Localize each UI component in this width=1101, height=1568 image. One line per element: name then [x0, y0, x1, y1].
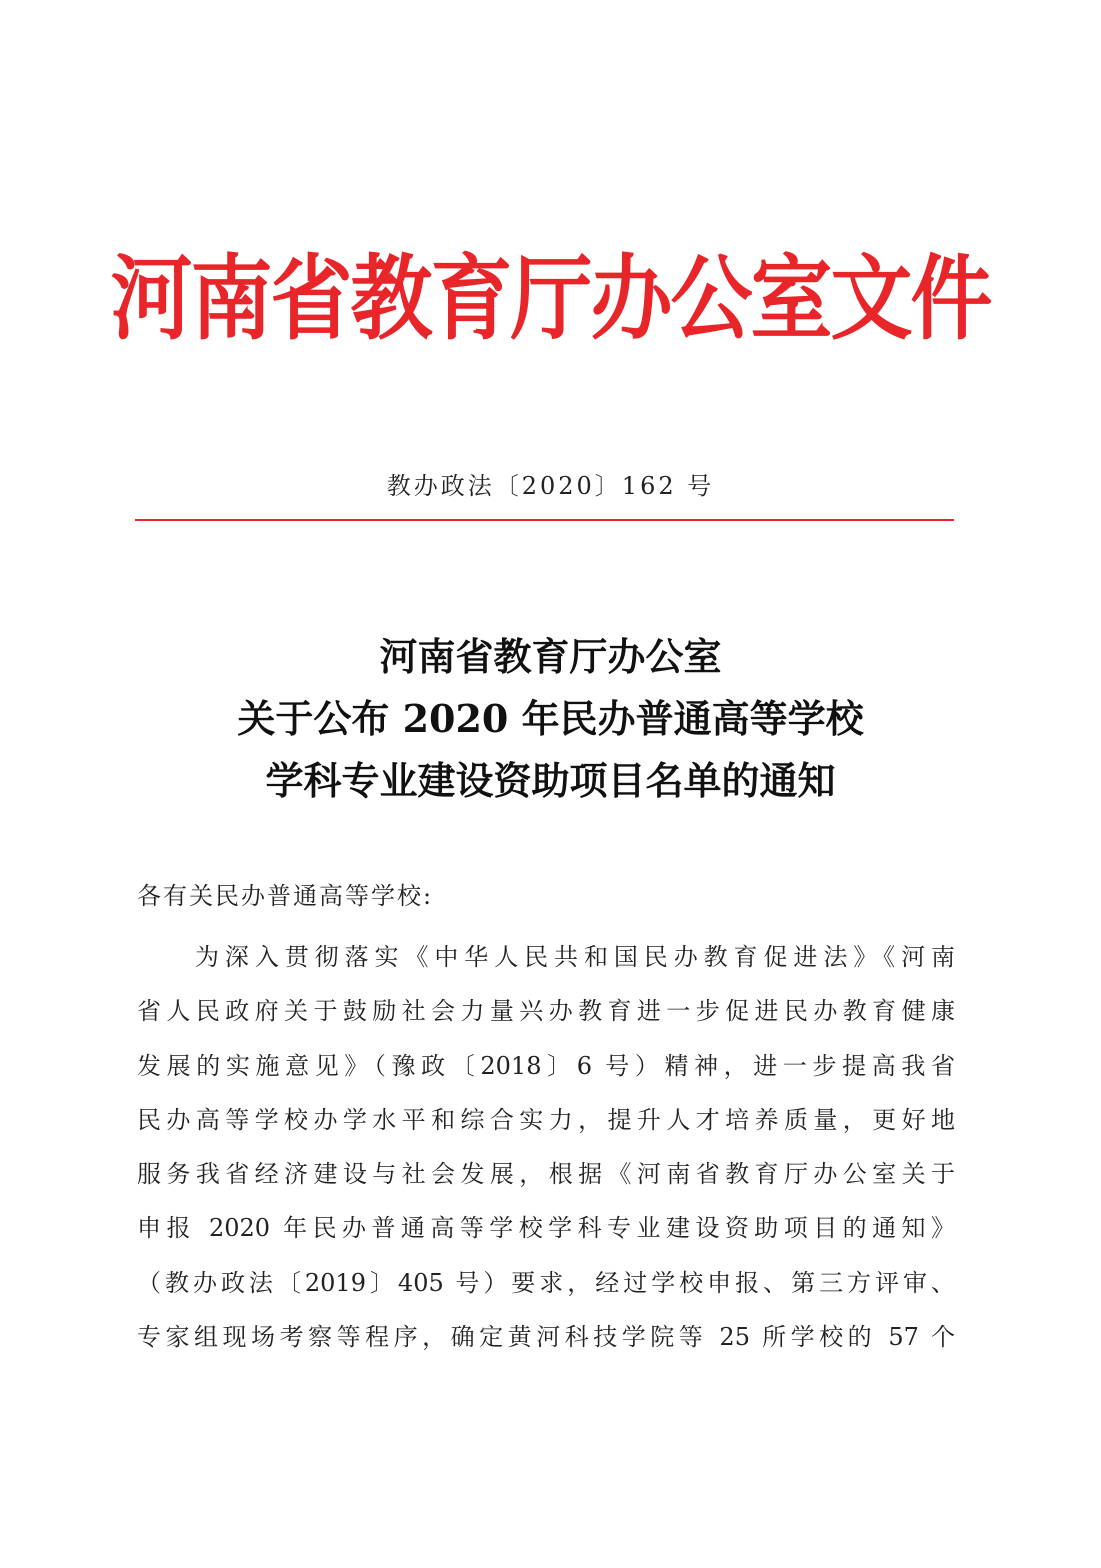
- body-line: （教办政法〔2019〕405 号）要求，经过学校申报、第三方评审、: [137, 1268, 955, 1297]
- title-line-1: 河南省教育厅办公室: [379, 634, 722, 679]
- body-line: 为深入贯彻落实《中华人民共和国民办教育促进法》《河南: [195, 943, 955, 971]
- salutation: 各有关民办普通高等学校:: [137, 882, 434, 910]
- body-line: 申报 2020 年民办普通高等学校学科专业建设资助项目的通知》: [137, 1214, 955, 1243]
- body-paragraph: [137, 930, 955, 1364]
- body-line: 省人民政府关于鼓励社会力量兴办教育进一步促进民办教育健康: [137, 997, 955, 1026]
- body-line: 民办高等学校办学水平和综合实力，提升人才培养质量，更好地: [137, 1105, 955, 1134]
- masthead-title: 河南省教育厅办公室文件: [110, 245, 991, 353]
- body-line: 服务我省经济建设与社会发展，根据《河南省教育厅办公室关于: [137, 1160, 955, 1189]
- title-line-3: 学科专业建设资助项目名单的通知: [265, 758, 836, 803]
- red-divider-line: [135, 519, 954, 521]
- body-line: 发展的实施意见》（豫政〔2018〕6 号）精神，进一步提高我省: [137, 1051, 955, 1080]
- body-line: 专家组现场考察等程序，确定黄河科技学院等 25 所学校的 57 个: [137, 1323, 955, 1352]
- title-line-2: 关于公布 2020 年民办普通高等学校: [237, 696, 864, 741]
- notice-title: [0, 626, 1101, 812]
- document-number: 教办政法〔2020〕162 号: [386, 472, 715, 500]
